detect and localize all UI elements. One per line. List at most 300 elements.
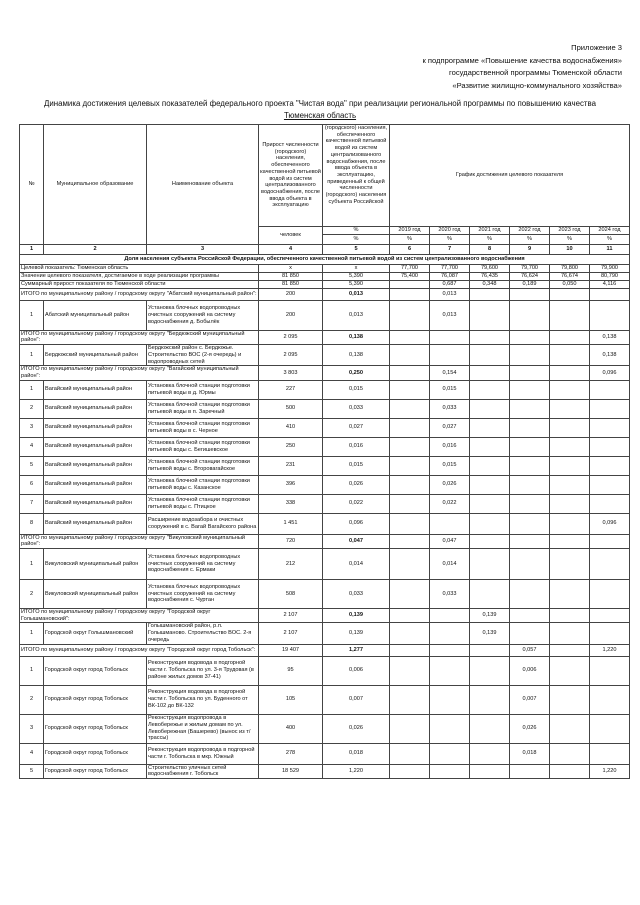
- row-number: 1: [20, 300, 44, 330]
- year-value-cell: [510, 549, 550, 580]
- year-value-cell: [390, 513, 430, 534]
- year-value-cell: [510, 399, 550, 418]
- municipality-cell: Вагайский муниципальный район: [44, 494, 147, 513]
- population-growth-cell: 400: [259, 714, 323, 743]
- appendix-header: [422, 42, 622, 92]
- year-value-cell: [470, 743, 510, 764]
- year-value-cell: [470, 764, 510, 778]
- year-value-cell: 1,220: [590, 764, 630, 778]
- municipality-cell: Абатский муниципальный район: [44, 300, 147, 330]
- object-cell: [147, 418, 259, 437]
- year-value-cell: 77,700: [390, 265, 430, 273]
- municipality-cell: Вагайский муниципальный район: [44, 475, 147, 494]
- year-value-cell: [510, 330, 550, 344]
- year-value-cell: [510, 288, 550, 300]
- year-value-cell: [550, 549, 590, 580]
- year-value-cell: 80,790: [590, 272, 630, 280]
- year-value-cell: [550, 656, 590, 685]
- col-number: 6: [390, 245, 430, 255]
- subtotal-label: ИТОГО по муниципальному району / городскому округу "Викуловский муниципальный район":: [20, 534, 259, 548]
- year-value-cell: 0,015: [430, 380, 470, 399]
- population-growth-cell: 227: [259, 380, 323, 399]
- year-value-cell: [470, 685, 510, 714]
- section-row: [20, 255, 630, 265]
- subtotal-label: ИТОГО по муниципальному району / городскому округу "Бердюжский муниципальный район":: [20, 330, 259, 344]
- object-cell: [147, 714, 259, 743]
- row-number: 1: [20, 549, 44, 580]
- municipality-cell: Вагайский муниципальный район: [44, 418, 147, 437]
- municipality-cell: Вагайский муниципальный район: [44, 456, 147, 475]
- year-value-cell: [590, 418, 630, 437]
- subtotal-row: [20, 288, 630, 300]
- year-value-cell: [470, 380, 510, 399]
- population-growth-cell: 2 107: [259, 623, 323, 644]
- object-name: Установка блочной станции подготовки питьевой воды в п. Заречный: [148, 401, 250, 415]
- share-cell: 0,033: [323, 399, 390, 418]
- year-value-cell: [430, 714, 470, 743]
- year-value-cell: 0,033: [430, 399, 470, 418]
- year-value-cell: [590, 399, 630, 418]
- year-value-cell: [470, 494, 510, 513]
- object-row: [20, 300, 630, 330]
- year-value-cell: 0,096: [590, 366, 630, 380]
- population-growth-cell: 212: [259, 549, 323, 580]
- year-value-cell: [470, 437, 510, 456]
- col-number: 5: [323, 245, 390, 255]
- col-number: 9: [510, 245, 550, 255]
- population-growth-cell: 2 095: [259, 330, 323, 344]
- year-value-cell: [590, 656, 630, 685]
- year-value-cell: 0,014: [430, 549, 470, 580]
- year-value-cell: 76,087: [430, 272, 470, 280]
- object-name: Установка блочной станции подготовки питьевой воды с. Второвагайское: [148, 458, 250, 472]
- share-cell: 0,139: [323, 609, 390, 623]
- year-value-cell: [390, 475, 430, 494]
- population-growth-cell: 105: [259, 685, 323, 714]
- year-value-cell: [510, 418, 550, 437]
- year-value-cell: [550, 418, 590, 437]
- year-2020: 2020 год: [430, 227, 470, 235]
- year-value-cell: [510, 764, 550, 778]
- total-row: [20, 280, 630, 288]
- title-main: Динамика достижения целевых показателей федерального проекта "Чистая вода" при реализации региональной программы по повышению качества: [43, 99, 597, 108]
- population-growth-cell: 338: [259, 494, 323, 513]
- year-value-cell: [550, 494, 590, 513]
- year-value-cell: [390, 580, 430, 609]
- object-name: Реконструкция водовода в подгорной части г. Тобольска по ул. 3-я Трудовая (в районе жилых домов 37-41): [148, 660, 254, 680]
- row-number: 2: [20, 580, 44, 609]
- municipality-cell: Городской округ город Тобольск: [44, 714, 147, 743]
- year-value-cell: [550, 534, 590, 548]
- year-value-cell: [390, 418, 430, 437]
- share-cell: 0,047: [323, 534, 390, 548]
- year-value-cell: [470, 300, 510, 330]
- year-value-cell: [510, 475, 550, 494]
- year-2024: 2024 год: [590, 227, 630, 235]
- year-value-cell: [510, 534, 550, 548]
- year-value-cell: 0,015: [430, 456, 470, 475]
- object-cell: [147, 345, 259, 366]
- year-value-cell: [510, 345, 550, 366]
- year-value-cell: [470, 534, 510, 548]
- year-value-cell: [590, 609, 630, 623]
- share-cell: 1,220: [323, 764, 390, 778]
- object-name: Реконструкция водопровода в Левобережье и жилым домам по ул. Левобережная (Башерево) (вынос из т/трассы): [148, 715, 251, 742]
- year-value-cell: [470, 399, 510, 418]
- object-row: [20, 549, 630, 580]
- year-value-cell: 4,116: [590, 280, 630, 288]
- unit-pct: %: [470, 235, 510, 245]
- object-name: Установка блочных водопроводных очистных сооружений на систему водоснабжения с. Чуртан: [148, 583, 241, 604]
- header-line: Приложение 3: [571, 43, 622, 52]
- subtotal-row: [20, 330, 630, 344]
- header-line: «Развитие жилищно-коммунального хозяйства»: [452, 80, 622, 90]
- object-row: [20, 399, 630, 418]
- year-2021: 2021 год: [470, 227, 510, 235]
- header-schedule: График достижения целевого показателя: [390, 125, 630, 227]
- year-value-cell: 0,138: [590, 330, 630, 344]
- total-label: Значение целевого показателя, достигаемое в ходе реализации программы: [20, 272, 259, 280]
- year-value-cell: [550, 644, 590, 656]
- object-name: Установка блочных водопроводных очистных сооружений на систему водоснабжения с. Ермаки: [148, 553, 241, 574]
- year-value-cell: [470, 456, 510, 475]
- year-value-cell: [390, 300, 430, 330]
- municipality-cell: Вагайский муниципальный район: [44, 437, 147, 456]
- subtotal-row: [20, 534, 630, 548]
- year-value-cell: [590, 714, 630, 743]
- year-value-cell: 77,700: [430, 265, 470, 273]
- year-value-cell: 0,096: [590, 513, 630, 534]
- year-value-cell: [510, 300, 550, 330]
- year-value-cell: 0,026: [510, 714, 550, 743]
- row-number: 7: [20, 494, 44, 513]
- object-cell: [147, 580, 259, 609]
- year-value-cell: [470, 513, 510, 534]
- municipality-cell: Викуловский муниципальный район: [44, 580, 147, 609]
- share-cell: 0,033: [323, 580, 390, 609]
- share-cell: 0,007: [323, 685, 390, 714]
- municipality-cell: Городской округ город Тобольск: [44, 656, 147, 685]
- year-value-cell: 0,687: [430, 280, 470, 288]
- population-growth-cell: 278: [259, 743, 323, 764]
- year-value-cell: [590, 475, 630, 494]
- col-number: 4: [259, 245, 323, 255]
- object-row: [20, 743, 630, 764]
- year-value-cell: [470, 475, 510, 494]
- share-cell: 0,138: [323, 345, 390, 366]
- year-value-cell: [550, 345, 590, 366]
- row-number: 4: [20, 437, 44, 456]
- year-value-cell: 0,050: [550, 280, 590, 288]
- year-value-cell: [390, 330, 430, 344]
- row-number: 1: [20, 656, 44, 685]
- municipality-cell: Городской округ город Тобольск: [44, 685, 147, 714]
- share-cell: 0,138: [323, 330, 390, 344]
- municipality-cell: Бердюжский муниципальный район: [44, 345, 147, 366]
- year-value-cell: 0,007: [510, 685, 550, 714]
- object-prefix: Голышмановский район, р.п.: [148, 623, 223, 630]
- year-value-cell: [510, 580, 550, 609]
- object-row: [20, 494, 630, 513]
- year-value-cell: [550, 300, 590, 330]
- unit-people: человек: [259, 227, 323, 245]
- year-value-cell: [550, 513, 590, 534]
- year-value-cell: [390, 345, 430, 366]
- row-number: 3: [20, 418, 44, 437]
- year-value-cell: [590, 300, 630, 330]
- object-row: [20, 714, 630, 743]
- unit-pct: %: [590, 235, 630, 245]
- row-number: 5: [20, 456, 44, 475]
- population-growth-cell: 200: [259, 288, 323, 300]
- object-cell: [147, 494, 259, 513]
- header-line: к подпрограмме «Повышение качества водоснабжения»: [422, 55, 622, 65]
- year-value-cell: [550, 743, 590, 764]
- share-cell: 0,015: [323, 380, 390, 399]
- share-cell: 0,026: [323, 714, 390, 743]
- year-value-cell: 75,400: [390, 272, 430, 280]
- municipality-cell: Городской округ Голышмановский: [44, 623, 147, 644]
- year-value-cell: [430, 685, 470, 714]
- year-value-cell: [590, 288, 630, 300]
- share-cell: 0,013: [323, 288, 390, 300]
- year-value-cell: [510, 513, 550, 534]
- col-number: 7: [430, 245, 470, 255]
- object-name: Строительство уличных сетей водоснабжения г. Тобольск: [148, 764, 227, 778]
- year-value-cell: [590, 437, 630, 456]
- year-value-cell: [390, 609, 430, 623]
- population-growth-cell: 720: [259, 534, 323, 548]
- population-growth-cell: 81 850: [259, 272, 323, 280]
- year-value-cell: [550, 399, 590, 418]
- municipality-cell: Городской округ город Тобольск: [44, 764, 147, 778]
- object-row: [20, 764, 630, 778]
- year-value-cell: 76,435: [470, 272, 510, 280]
- share-cell: 0,096: [323, 513, 390, 534]
- year-value-cell: [550, 623, 590, 644]
- municipality-cell: Вагайский муниципальный район: [44, 513, 147, 534]
- year-value-cell: 0,013: [430, 288, 470, 300]
- year-value-cell: [470, 644, 510, 656]
- year-value-cell: [550, 366, 590, 380]
- year-value-cell: [390, 549, 430, 580]
- object-name: Установка блочной станции подготовки питьевой воды в д. Юрмы: [148, 382, 250, 396]
- year-value-cell: [550, 475, 590, 494]
- year-value-cell: [430, 609, 470, 623]
- year-value-cell: [550, 609, 590, 623]
- row-number: 8: [20, 513, 44, 534]
- header-num: №: [20, 125, 44, 245]
- total-label: Суммарный прирост показателя по Тюменской области: [20, 280, 259, 288]
- year-value-cell: [470, 366, 510, 380]
- year-value-cell: [430, 345, 470, 366]
- object-cell: [147, 399, 259, 418]
- year-value-cell: [390, 494, 430, 513]
- year-value-cell: [590, 549, 630, 580]
- year-value-cell: [550, 714, 590, 743]
- share-cell: 0,014: [323, 549, 390, 580]
- year-value-cell: [390, 399, 430, 418]
- unit-pct: %: [550, 235, 590, 245]
- year-value-cell: [430, 513, 470, 534]
- year-value-cell: [550, 580, 590, 609]
- object-cell: [147, 437, 259, 456]
- year-value-cell: 79,600: [470, 265, 510, 273]
- table-header-row: [20, 125, 630, 227]
- year-value-cell: 0,006: [510, 656, 550, 685]
- col-number: 8: [470, 245, 510, 255]
- share-cell: 0,022: [323, 494, 390, 513]
- municipality-cell: Вагайский муниципальный район: [44, 399, 147, 418]
- year-value-cell: [550, 380, 590, 399]
- year-value-cell: 0,033: [430, 580, 470, 609]
- share-cell: х: [323, 265, 390, 273]
- share-cell: 5,390: [323, 280, 390, 288]
- year-value-cell: [470, 288, 510, 300]
- year-value-cell: [550, 288, 590, 300]
- share-cell: 0,016: [323, 437, 390, 456]
- section-title: Доля населения субъекта Российской Федерации, обеспеченного качественной питьевой водой из систем централизованного водоснабжения: [20, 255, 630, 265]
- year-value-cell: [390, 714, 430, 743]
- share-cell: 0,018: [323, 743, 390, 764]
- year-value-cell: [470, 549, 510, 580]
- year-value-cell: [590, 494, 630, 513]
- col-number: 3: [147, 245, 259, 255]
- subtotal-row: [20, 644, 630, 656]
- header-line: государственной программы Тюменской области: [449, 68, 622, 78]
- year-value-cell: [550, 437, 590, 456]
- year-value-cell: 0,026: [430, 475, 470, 494]
- population-growth-cell: 18 529: [259, 764, 323, 778]
- year-value-cell: [390, 288, 430, 300]
- year-value-cell: 79,800: [550, 265, 590, 273]
- year-value-cell: [510, 609, 550, 623]
- year-value-cell: [590, 380, 630, 399]
- object-row: [20, 380, 630, 399]
- municipality-cell: Городской округ город Тобольск: [44, 743, 147, 764]
- year-value-cell: [470, 580, 510, 609]
- year-value-cell: [470, 656, 510, 685]
- row-number: 1: [20, 623, 44, 644]
- column-numbers-row: [20, 245, 630, 255]
- year-value-cell: [430, 644, 470, 656]
- year-value-cell: 0,139: [470, 623, 510, 644]
- year-value-cell: 76,674: [550, 272, 590, 280]
- year-value-cell: [590, 534, 630, 548]
- subtotal-label: ИТОГО по муниципальному району / городскому округу "Абатский муниципальный район":: [20, 288, 259, 300]
- population-growth-cell: 19 407: [259, 644, 323, 656]
- population-growth-cell: 2 095: [259, 345, 323, 366]
- object-row: [20, 456, 630, 475]
- row-number: 1: [20, 345, 44, 366]
- year-value-cell: 0,154: [430, 366, 470, 380]
- population-growth-cell: 410: [259, 418, 323, 437]
- year-value-cell: [390, 380, 430, 399]
- population-growth-cell: 508: [259, 580, 323, 609]
- document-title: [20, 98, 620, 121]
- subtotal-label: ИТОГО по муниципальному району / городскому округу "Городской округ город Тобольск":: [20, 644, 259, 656]
- year-value-cell: [510, 366, 550, 380]
- object-cell: [147, 685, 259, 714]
- object-row: [20, 580, 630, 609]
- population-growth-cell: 231: [259, 456, 323, 475]
- share-cell: 0,250: [323, 366, 390, 380]
- unit-pct: %: [510, 235, 550, 245]
- object-cell: [147, 380, 259, 399]
- header-share: [323, 125, 390, 227]
- col-number: 11: [590, 245, 630, 255]
- year-value-cell: [390, 366, 430, 380]
- year-value-cell: [550, 456, 590, 475]
- year-value-cell: [470, 418, 510, 437]
- year-value-cell: [550, 685, 590, 714]
- object-cell: [147, 623, 259, 644]
- total-row: [20, 265, 630, 273]
- year-value-cell: [390, 685, 430, 714]
- year-value-cell: 79,700: [510, 265, 550, 273]
- object-row: [20, 418, 630, 437]
- object-cell: [147, 456, 259, 475]
- total-label: Целевой показатель: Тюменская область: [20, 265, 259, 273]
- year-value-cell: 0,057: [510, 644, 550, 656]
- object-row: [20, 685, 630, 714]
- year-value-cell: 0,047: [430, 534, 470, 548]
- unit-pct: %: [390, 235, 430, 245]
- subtotal-label: ИТОГО по муниципальному району / городскому округу "Вагайский муниципальный район":: [20, 366, 259, 380]
- object-cell: [147, 300, 259, 330]
- object-cell: [147, 475, 259, 494]
- row-number: 4: [20, 743, 44, 764]
- year-value-cell: 0,138: [590, 345, 630, 366]
- object-name: Установка блочной станции подготовки питьевой воды в с. Черное: [148, 420, 250, 434]
- year-value-cell: 0,016: [430, 437, 470, 456]
- object-name: Установка блочных водопроводных очистных сооружений на систему водоснабжения д. Бобылёк: [148, 305, 241, 325]
- object-cell: [147, 743, 259, 764]
- year-value-cell: 0,139: [470, 609, 510, 623]
- object-name: Бердюжский район с. Бердюжье. Строительство ВОС (2-я очередь) и водопроводных сетей: [148, 345, 242, 365]
- year-value-cell: [390, 764, 430, 778]
- header-share-text: (городского) населения, обеспеченного качественной питьевой водой из систем централизованного водоснабжения, после ввода объекта в эксплуатацию, приведенный к общей численности (городского) населения субъекта Российской: [324, 125, 388, 205]
- object-row: [20, 623, 630, 644]
- share-cell: 0,015: [323, 456, 390, 475]
- municipality-cell: Вагайский муниципальный район: [44, 380, 147, 399]
- year-value-cell: [510, 456, 550, 475]
- year-value-cell: [390, 623, 430, 644]
- year-value-cell: [390, 644, 430, 656]
- population-growth-cell: 2 107: [259, 609, 323, 623]
- population-growth-cell: 250: [259, 437, 323, 456]
- year-value-cell: [550, 764, 590, 778]
- population-growth-cell: 3 803: [259, 366, 323, 380]
- header-municipality: Муниципальное образование: [44, 125, 147, 245]
- title-region: Тюменская область: [283, 110, 357, 120]
- year-value-cell: 0,022: [430, 494, 470, 513]
- year-value-cell: [510, 437, 550, 456]
- share-cell: 0,006: [323, 656, 390, 685]
- year-value-cell: [390, 743, 430, 764]
- year-value-cell: [470, 345, 510, 366]
- year-value-cell: 0,348: [470, 280, 510, 288]
- year-value-cell: [390, 534, 430, 548]
- object-name: Установка блочной станции подготовки питьевой воды с. Птицкое: [148, 496, 250, 510]
- unit-pct: %: [430, 235, 470, 245]
- object-row: [20, 656, 630, 685]
- row-number: 5: [20, 764, 44, 778]
- year-value-cell: [430, 330, 470, 344]
- year-value-cell: 0,018: [510, 743, 550, 764]
- header-object: Наименование объекта: [147, 125, 259, 245]
- share-cell: 0,013: [323, 300, 390, 330]
